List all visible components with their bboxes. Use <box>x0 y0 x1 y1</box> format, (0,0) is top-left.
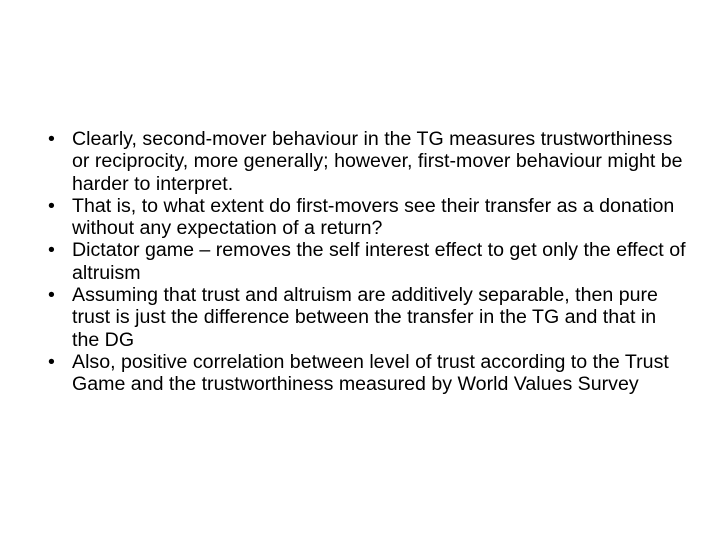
bullet-marker: • <box>48 194 55 217</box>
bullet-marker: • <box>48 128 55 150</box>
bullet-marker: • <box>48 350 55 373</box>
bullet-text: Assuming that trust and altruism are additively separable, then pure trust is just the difference between the transfer in the TG and that in the DG <box>72 284 658 351</box>
bullet-text: Clearly, second-mover behaviour in the TG measures trustworthiness or reciprocity, more generally; however, first-mover behaviour might be harder to interpret. <box>72 128 683 195</box>
bullet-item <box>48 351 688 396</box>
bullet-list <box>48 128 688 396</box>
bullet-item <box>48 195 688 240</box>
bullet-item <box>48 239 688 284</box>
bullet-text: Also, positive correlation between level of trust according to the Trust Game and the trustworthiness measured by World Values Survey <box>72 350 669 396</box>
bullet-marker: • <box>48 239 55 262</box>
bullet-item <box>48 128 688 195</box>
bullet-marker: • <box>48 284 55 307</box>
bullet-text: Dictator game – removes the self interest effect to get only the effect of altruism <box>72 239 686 284</box>
bullet-text: That is, to what extent do first-movers see their transfer as a donation without any expectation of a return? <box>72 194 675 240</box>
bullet-item <box>48 284 688 351</box>
